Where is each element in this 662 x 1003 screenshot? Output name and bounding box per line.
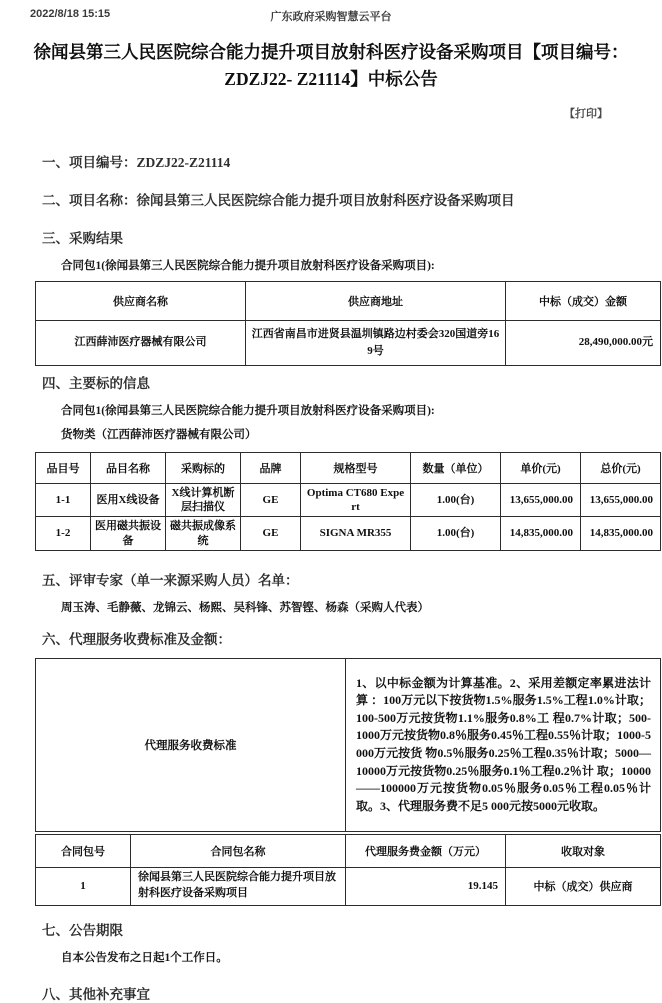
announcement-body <box>0 151 662 1003</box>
contract-package-line: 合同包1(徐闻县第三人民医院综合能力提升项目放射科医疗设备采购项目): <box>61 259 435 272</box>
subject-cell: 磁共振成像系统 <box>166 517 241 551</box>
table-header-row <box>36 452 661 483</box>
section-procurement-result: 三、采购结果 <box>42 230 123 246</box>
supplier-address-header: 供应商地址 <box>246 281 506 320</box>
table-row <box>36 320 661 365</box>
quantity-cell: 1.00(台) <box>411 483 501 517</box>
total-price-cell: 13,655,000.00 <box>581 483 661 517</box>
item-no-cell: 1-2 <box>36 517 91 551</box>
subject-cell: X线计算机断层扫描仪 <box>166 483 241 517</box>
unit-price-cell: 14,835,000.00 <box>501 517 581 551</box>
print-button[interactable]: 【打印】 <box>564 107 608 120</box>
supplier-name-header: 供应商名称 <box>36 281 246 320</box>
header-spacer <box>482 8 633 24</box>
package-no-cell: 1 <box>36 867 131 905</box>
quantity-cell: 1.00(台) <box>411 517 501 551</box>
supplier-name-cell: 江西薛沛医疗器械有限公司 <box>36 320 246 365</box>
section-announcement-period: 七、公告期限 <box>42 922 123 938</box>
agency-fee-amount-table <box>35 834 661 906</box>
model-cell: Optima CT680 Expert <box>301 483 411 517</box>
total-price-header: 总价(元) <box>581 452 661 483</box>
announcement-period-body: 自本公告发布之日起1个工作日。 <box>61 951 228 964</box>
items-table <box>35 452 661 551</box>
subject-header: 采购标的 <box>166 452 241 483</box>
fee-payer-cell: 中标（成交）供应商 <box>506 867 661 905</box>
fee-amount-header: 代理服务费金额（万元） <box>346 834 506 867</box>
item-name-cell: 医用磁共振设备 <box>91 517 166 551</box>
site-name: 广东政府采购智慧云平台 <box>270 11 392 23</box>
agency-fee-standard-description: 1、以中标金额为计算基准。2、采用差额定率累进法计算 ：100万元以下按货物1.5%服务1.5%工程1.0%计取；100-500万元按货物1.1%服务0.8%工 程0.7%计取；500-1000万元按货物0.8％服务0.45％工程0.55％计取；1000-5000万元按货 物0.5％服务0.25％工程0.35％计取；5000—10000万元按货物0.25％服务0.1％工程0.2％计 取；10000——100000万元按货物0.05％服务0.05％工程0.05％计取。3、代理服务费不足5 000元按5000元收取。 <box>346 658 661 831</box>
section-project-number: 一、项目编号：ZDZJ22-Z21114 <box>42 154 231 170</box>
table-header-row <box>36 281 661 320</box>
table-row <box>36 658 661 831</box>
table-row <box>36 517 661 551</box>
table-row <box>36 483 661 517</box>
section-project-name: 二、项目名称：徐闻县第三人民医院综合能力提升项目放射科医疗设备采购项目 <box>42 192 515 208</box>
fee-amount-cell: 19.145 <box>346 867 506 905</box>
contract-package-line: 合同包1(徐闻县第三人民医院综合能力提升项目放射科医疗设备采购项目): <box>61 404 435 417</box>
package-name-header: 合同包名称 <box>131 834 346 867</box>
fee-payer-header: 收取对象 <box>506 834 661 867</box>
model-header: 规格型号 <box>301 452 411 483</box>
package-name-cell: 徐闻县第三人民医院综合能力提升项目放射科医疗设备采购项目 <box>131 867 346 905</box>
brand-header: 品牌 <box>241 452 301 483</box>
header-datetime: 2022/8/18 15:15 <box>30 8 111 20</box>
agency-fee-standard-label: 代理服务收费标准 <box>36 658 346 831</box>
section-main-subject-info: 四、主要标的信息 <box>42 375 150 391</box>
unit-price-header: 单价(元) <box>501 452 581 483</box>
page-title: 徐闻县第三人民医院综合能力提升项目放射科医疗设备采购项目【项目编号：ZDZJ22- Z21114】中标公告 <box>33 42 629 89</box>
expert-names: 周玉涛、毛静薇、龙锦云、杨熙、吴科锋、苏智铿、杨森（采购人代表） <box>61 601 429 614</box>
agency-fee-standard-table <box>35 658 661 832</box>
supplier-table <box>35 281 661 366</box>
package-no-header: 合同包号 <box>36 834 131 867</box>
quantity-header: 数量（单位） <box>411 452 501 483</box>
item-no-header: 品目号 <box>36 452 91 483</box>
section-expert-list: 五、评审专家（单一来源采购人员）名单： <box>42 572 299 588</box>
brand-cell: GE <box>241 483 301 517</box>
brand-cell: GE <box>241 517 301 551</box>
total-price-cell: 14,835,000.00 <box>581 517 661 551</box>
print-header-bar <box>0 0 662 24</box>
print-row <box>0 105 662 121</box>
item-no-cell: 1-1 <box>36 483 91 517</box>
goods-category-line: 货物类（江西薛沛医疗器械有限公司） <box>61 428 257 441</box>
supplier-address-cell: 江西省南昌市进贤县温圳镇路边村委会320国道旁169号 <box>246 320 506 365</box>
section-other-matters: 八、其他补充事宜 <box>42 986 150 1002</box>
table-header-row <box>36 834 661 867</box>
award-amount-header: 中标（成交）金额 <box>506 281 661 320</box>
item-name-header: 品目名称 <box>91 452 166 483</box>
item-name-cell: 医用X线设备 <box>91 483 166 517</box>
award-amount-cell: 28,490,000.00元 <box>506 320 661 365</box>
section-agency-fee: 六、代理服务收费标准及金额： <box>42 631 231 647</box>
model-cell: SIGNA MR355 <box>301 517 411 551</box>
unit-price-cell: 13,655,000.00 <box>501 483 581 517</box>
table-row <box>36 867 661 905</box>
